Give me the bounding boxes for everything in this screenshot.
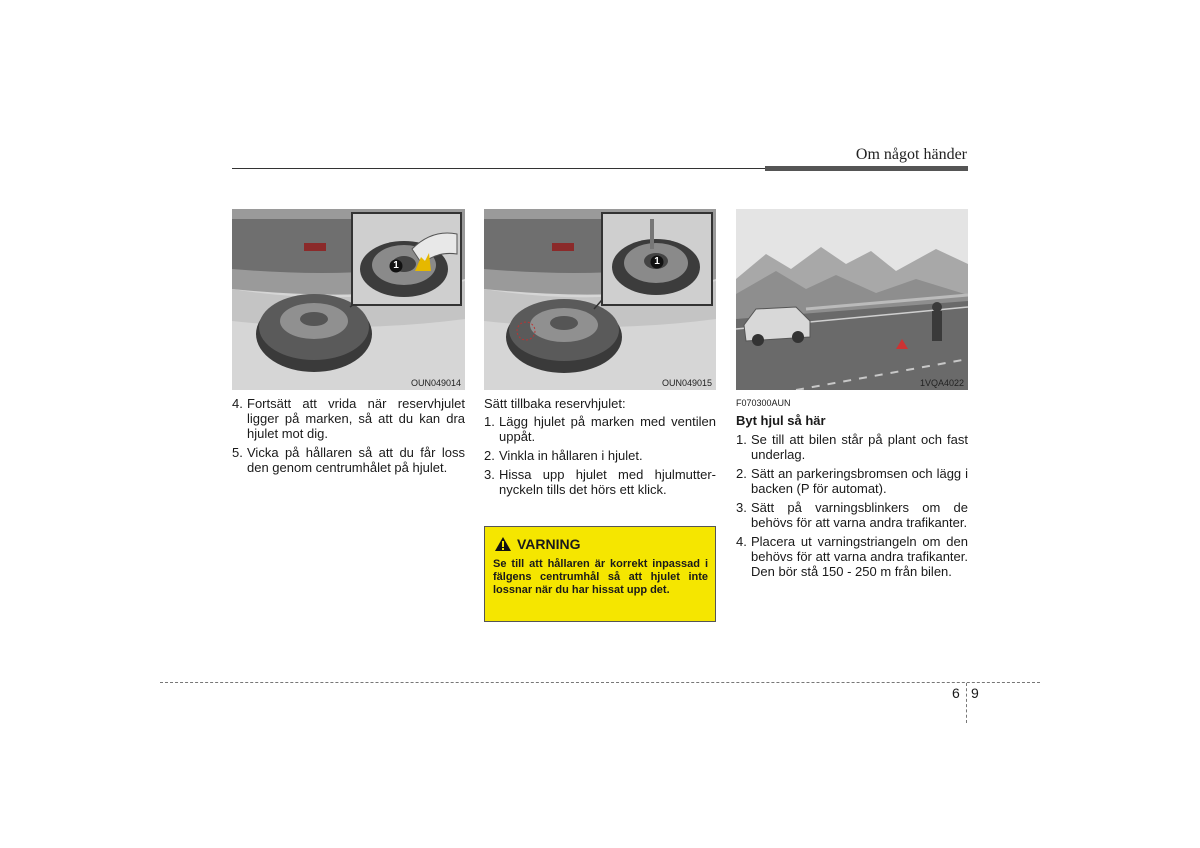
figure-code: OUN049014 — [410, 378, 461, 388]
figure-code: 1VQA4022 — [919, 378, 964, 388]
step-number: 4. — [736, 534, 747, 549]
step-text: Fortsätt att vrida när reservhjulet ligger på marken, så att du kan dra hjulet mot dig. — [247, 396, 465, 441]
step-number: 5. — [232, 445, 243, 460]
step-text: Hissa upp hjulet med hjulmutter-nyckeln tills det hörs ett klick. — [499, 467, 716, 497]
step-text: Sätt an parkeringsbromsen och lägg i backen (P för automat). — [751, 466, 968, 496]
step-number: 2. — [736, 466, 747, 481]
step-text: Placera ut varningstriangeln om den behövs för att varna andra trafikanter. Den bör stå 150 - 250 m från bilen. — [751, 534, 968, 579]
page-number: 9 — [971, 685, 979, 701]
step-text: Vinkla in hållaren i hjulet. — [499, 448, 643, 463]
step-number: 3. — [736, 500, 747, 515]
steps-list — [484, 414, 716, 497]
warning-triangle-icon — [494, 536, 512, 552]
column-3 — [736, 396, 968, 583]
step-text: Sätt på varningsblinkers om de behövs för att varna andra trafikanter. — [751, 500, 968, 530]
section-heading: Byt hjul så här — [736, 413, 826, 428]
list-item — [484, 414, 716, 444]
step-number: 1. — [484, 414, 495, 429]
callout-number: 1 — [654, 256, 660, 267]
footer-rule — [160, 682, 1040, 683]
figure-code: OUN049015 — [661, 378, 712, 388]
step-number: 2. — [484, 448, 495, 463]
figure-spare-wheel-lowering — [232, 209, 465, 390]
list-item — [484, 448, 716, 463]
step-text: Se till att bilen står på plant och fast underlag. — [751, 432, 968, 462]
list-item — [736, 534, 968, 579]
step-text: Vicka på hållaren så att du får loss den genom centrumhålet på hjulet. — [247, 445, 465, 475]
section-intro: Sätt tillbaka reservhjulet: — [484, 396, 626, 411]
step-number: 4. — [232, 396, 243, 411]
reference-code: F070300AUN — [736, 398, 791, 408]
roadside-scene-illustration — [736, 209, 968, 390]
list-item — [736, 500, 968, 530]
footer-divider — [966, 683, 967, 723]
callout-number: 1 — [393, 260, 399, 271]
figure-spare-wheel-raising — [484, 209, 716, 390]
column-2 — [484, 396, 716, 501]
list-item — [232, 445, 465, 475]
list-item — [736, 432, 968, 462]
step-number: 3. — [484, 467, 495, 482]
spare-wheel-raising-illustration — [484, 209, 716, 390]
header-rule — [232, 168, 765, 169]
header-bar — [765, 166, 968, 171]
list-item — [736, 466, 968, 496]
spare-wheel-lowering-illustration — [232, 209, 465, 390]
warning-header — [494, 536, 581, 552]
step-number: 1. — [736, 432, 747, 447]
warning-box — [484, 526, 716, 622]
steps-list — [232, 396, 465, 475]
running-header: Om något händer — [855, 146, 967, 163]
steps-list — [736, 432, 968, 579]
warning-title: VARNING — [517, 536, 581, 552]
column-1 — [232, 396, 465, 479]
figure-roadside-scene — [736, 209, 968, 390]
warning-text: Se till att hållaren är korrekt inpassad i fälgens centrumhål så att hjulet inte lossnar när du har hissat upp det. — [493, 558, 708, 596]
step-text: Lägg hjulet på marken med ventilen uppåt. — [499, 414, 716, 444]
chapter-number: 6 — [952, 685, 960, 701]
list-item — [232, 396, 465, 441]
list-item — [484, 467, 716, 497]
